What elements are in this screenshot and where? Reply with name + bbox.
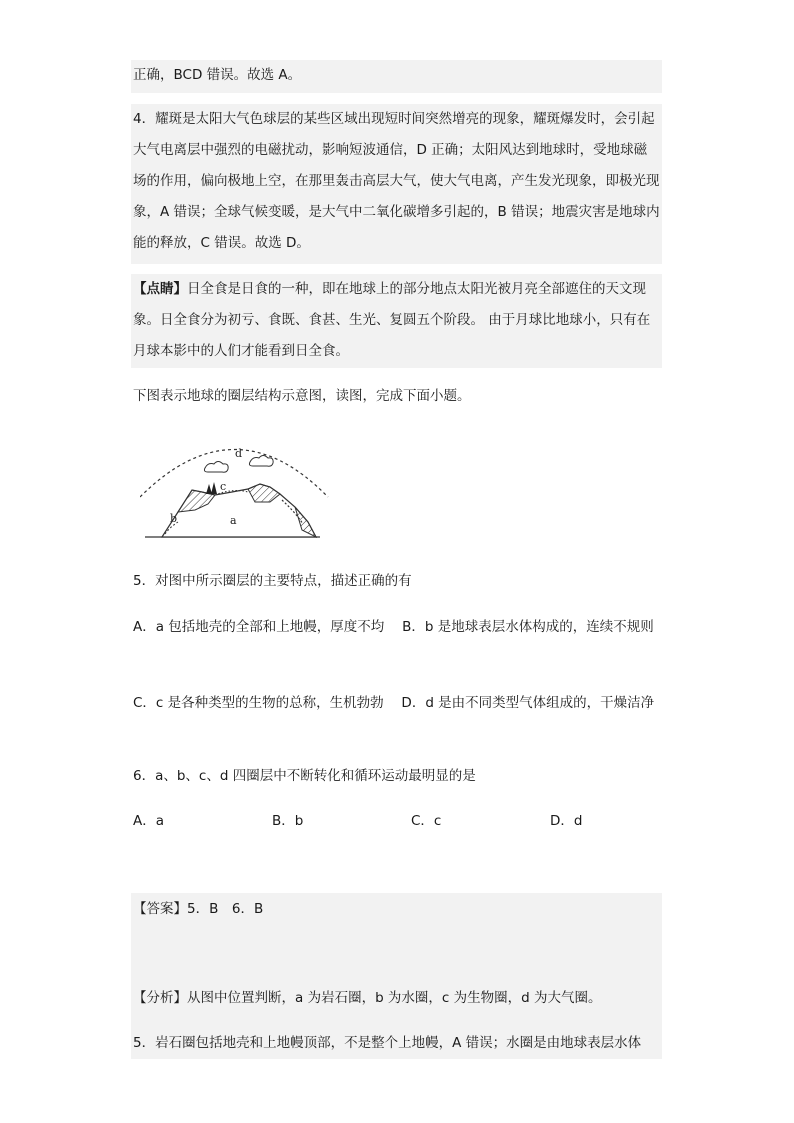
option-b: B．b [272, 813, 304, 829]
solution-line: 正确，BCD 错误。故选 A。 [133, 67, 302, 83]
tip-block [131, 274, 662, 368]
tip-text: 日全食是日食的一种，即在地球上的部分地点太阳光被月亮全部遮住的天文现象。日全食分为初亏、食既、食甚、生光、复圆五个阶段。 由于月球比地球小，只有在月球本影中的人们才能看到日全食。 [133, 281, 651, 359]
label-b: b [170, 512, 178, 525]
atmosphere-boundary [140, 450, 328, 498]
label-c: c [220, 480, 227, 493]
q6-stem: 6．a、b、c、d 四圈层中不断转化和循环运动最明显的是 [133, 768, 476, 784]
tip-label: 【点睛】 [133, 281, 187, 297]
question-intro: 下图表示地球的圈层结构示意图，读图，完成下面小题。 [133, 388, 471, 404]
q5-options-cd: C．c 是各种类型的生物的总称，生机勃勃 D．d 是由不同类型气体组成的，干燥洁净 [133, 695, 655, 711]
earth-sphere-diagram [140, 432, 340, 547]
q5-options-ab: A．a 包括地壳的全部和上地幔，厚度不均 B．b 是地球表层水体构成的，连续不规则 [133, 619, 654, 635]
label-d: d [235, 447, 243, 460]
q6-options [131, 806, 662, 837]
label-a: a [230, 514, 237, 527]
question-5 [131, 566, 662, 597]
solution-question-4 [131, 104, 662, 264]
option-a: A．a [133, 813, 165, 829]
answer-block [131, 893, 662, 1059]
option-d: D．d [550, 813, 583, 829]
answer-line: 【答案】5．B 6．B [133, 901, 264, 917]
solution-text-4: 4．耀斑是太阳大气色球层的某些区域出现短时间突然增亮的现象，耀斑爆发时，会引起大气电离层中强烈的电磁扰动，影响短波通信，D 正确；太阳风达到地球时，受地球磁场的作用，偏向极地上空，在那里轰击高层大气，使大气电离，产生发光现象，即极光现象，A 错误；全球气候变暖，是大气中二氧化碳增多引起的，B 错误；地震灾害是地球内能的释放，C 错误。故选 D。 [133, 111, 660, 251]
analysis-line: 【分析】从图中位置判断，a 为岩石圈，b 为水圈，c 为生物圈，d 为大气圈。 [133, 990, 602, 1006]
solution-paragraph-end [131, 60, 662, 93]
explanation-5: 5．岩石圈包括地壳和上地幔顶部，不是整个上地幔，A 错误；水圈是由地球表层水体 [133, 1035, 642, 1051]
option-c: C．c [411, 813, 442, 829]
q5-stem: 5．对图中所示圈层的主要特点，描述正确的有 [133, 573, 412, 589]
question-6 [131, 761, 662, 792]
tree-icon [206, 482, 217, 494]
